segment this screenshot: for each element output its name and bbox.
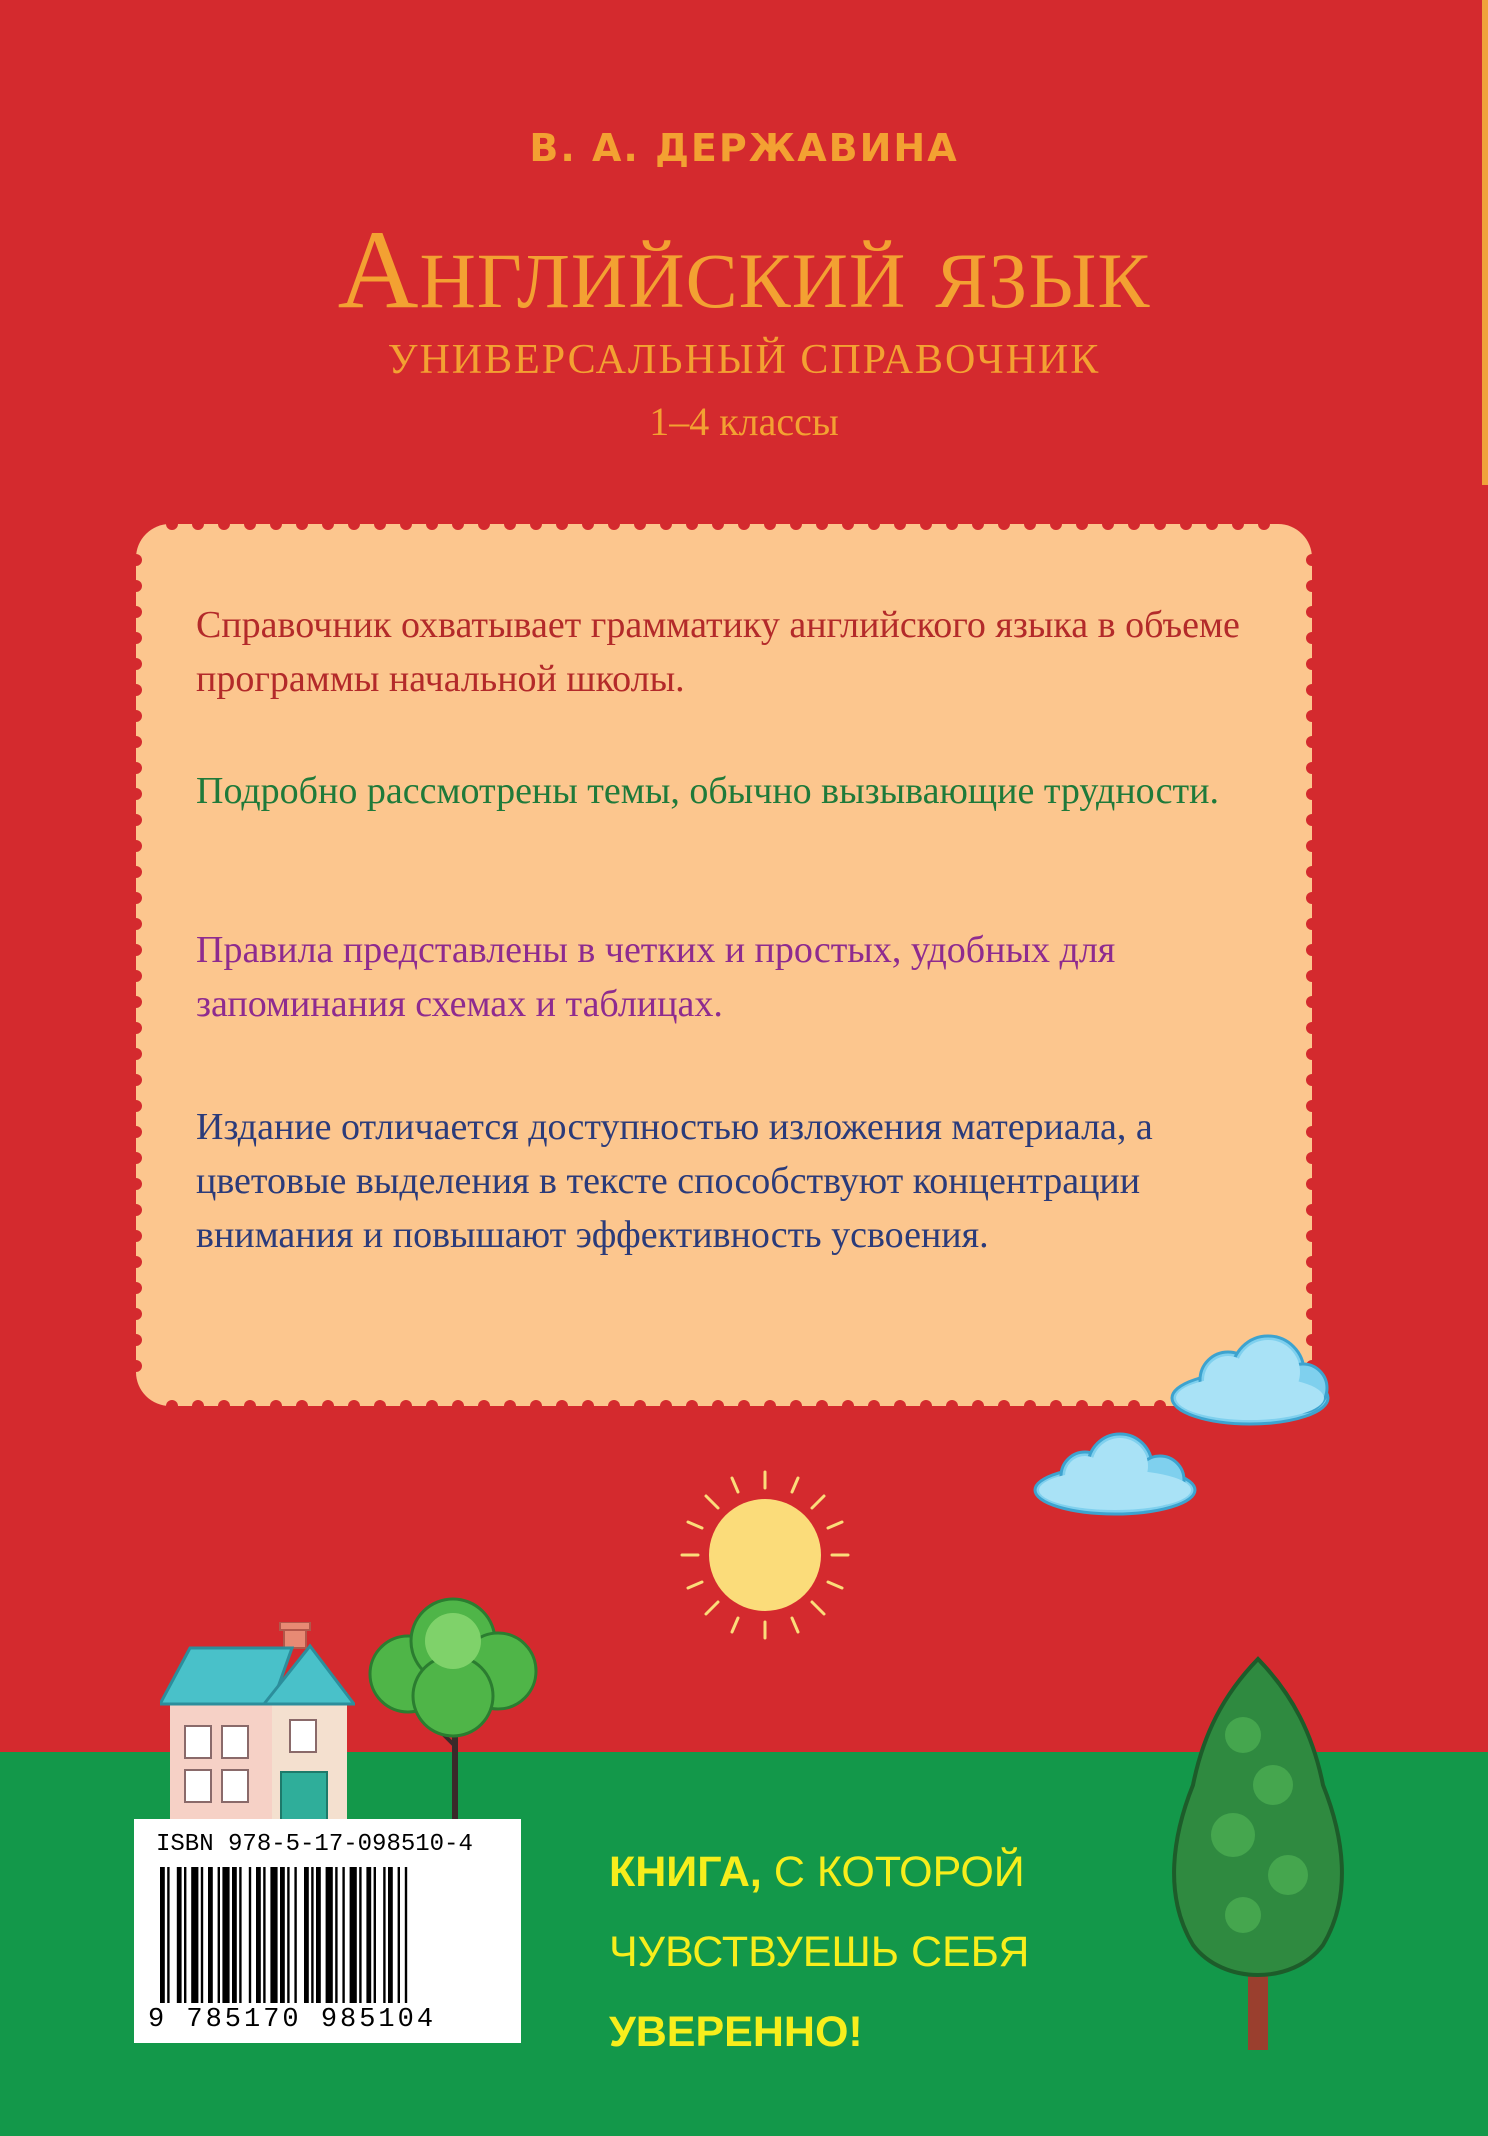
- description-paragraph-1: Справочник охватывает грамматику английского языка в объеме программы начальной школы.: [196, 604, 1240, 700]
- slogan-text: С КОТОРОЙ: [761, 1848, 1025, 1896]
- description-paragraph-2: Подробно рассмотрены темы, обычно вызывающие трудности.: [196, 770, 1219, 812]
- barcode-icon: [156, 1867, 496, 2003]
- description-box: [132, 520, 1316, 1410]
- isbn-label: ISBN 978-5-17-098510-4: [156, 1831, 473, 1858]
- tree-icon: [1163, 1655, 1353, 2050]
- house-icon: [160, 1622, 355, 1827]
- slogan-bold-word: КНИГА,: [609, 1848, 762, 1896]
- cloud-icon: [1030, 1428, 1200, 1520]
- book-title: Английский язык: [337, 208, 1151, 332]
- slogan-line-2: ЧУВСТВУЕШЬ СЕБЯ: [609, 1928, 1030, 1976]
- book-subtitle: УНИВЕРСАЛЬНЫЙ СПРАВОЧНИК: [387, 337, 1101, 383]
- author-name: В. А. ДЕРЖАВИНА: [529, 126, 959, 170]
- description-paragraph-4: Издание отличается доступностью изложения материала, а цветовые выделения в тексте способствуют концентрации внимания и повышают эффективность усвоения.: [196, 1106, 1153, 1256]
- grade-range: 1–4 классы: [649, 399, 839, 444]
- description-paragraph-3: Правила представлены в четких и простых, удобных для запоминания схемах и таблицах.: [196, 929, 1116, 1025]
- sun-icon: [672, 1462, 858, 1648]
- tree-icon: [363, 1596, 543, 1822]
- isbn-digits: 9 785170 985104: [148, 2005, 437, 2035]
- barcode-block: [134, 1819, 521, 2043]
- slogan-line-1: [609, 1832, 1109, 1912]
- slogan: [609, 1832, 1109, 2072]
- cloud-icon: [1168, 1330, 1333, 1430]
- slogan-line-3: УВЕРЕННО!: [609, 2008, 863, 2056]
